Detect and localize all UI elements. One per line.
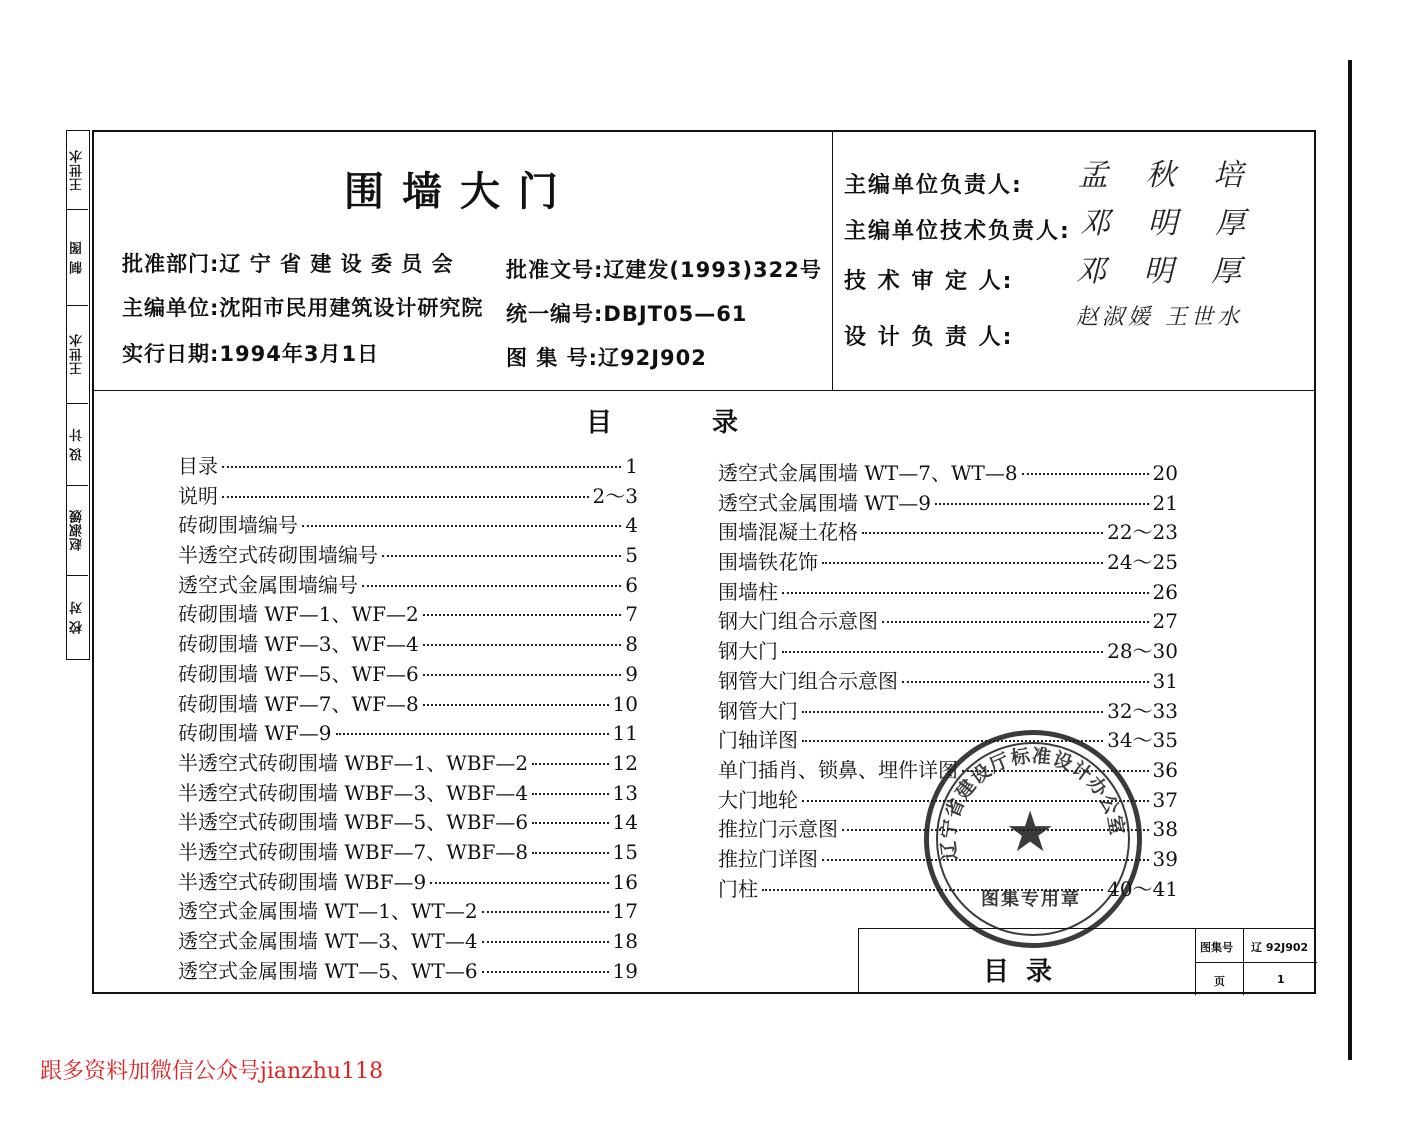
toc-leader-dots bbox=[532, 763, 608, 765]
side-cell-drawing: 制 图 bbox=[70, 240, 85, 274]
toc-entry-title: 钢管大门组合示意图 bbox=[718, 668, 898, 693]
atlas-number: 图 集 号:辽92J902 bbox=[506, 346, 707, 370]
toc-entry-page: 38 bbox=[1152, 817, 1178, 842]
toc-leader-dots bbox=[482, 911, 609, 913]
header-vertical-divider bbox=[832, 130, 833, 390]
toc-entry-page: 39 bbox=[1152, 846, 1178, 871]
toc-entry bbox=[718, 546, 1178, 576]
toc-leader-dots bbox=[882, 621, 1149, 623]
toc-entry-page: 28～30 bbox=[1107, 639, 1178, 664]
toc-entry-title: 半透空式砖砌围墙编号 bbox=[178, 543, 378, 568]
toc-entry-page: 8 bbox=[625, 632, 638, 657]
toc-leader-dots bbox=[482, 941, 609, 943]
side-cell-design: 设 计 bbox=[70, 427, 85, 461]
toc-entry bbox=[178, 955, 638, 985]
toc-leader-dots bbox=[782, 592, 1149, 594]
toc-leader-dots bbox=[1022, 473, 1149, 475]
title-block-name: 目 录 bbox=[983, 957, 1057, 987]
toc-leader-dots bbox=[935, 503, 1149, 505]
toc-entry bbox=[178, 539, 638, 569]
toc-leader-dots bbox=[336, 733, 609, 735]
toc-entry bbox=[178, 925, 638, 955]
toc-entry-page: 20 bbox=[1152, 461, 1178, 485]
toc-leader-dots bbox=[532, 852, 608, 854]
toc-entry bbox=[718, 665, 1178, 695]
toc-leader-dots bbox=[532, 822, 608, 824]
toc-entry-title: 目录 bbox=[178, 454, 218, 478]
title-block-atlas-value: 辽 92J902 bbox=[1251, 941, 1309, 954]
toc-entry bbox=[178, 480, 638, 510]
toc-leader-dots bbox=[382, 555, 621, 557]
toc-entry bbox=[178, 866, 638, 896]
toc-entry-title: 半透空式砖砌围墙 WBF—9 bbox=[178, 869, 427, 894]
toc-leader-dots bbox=[222, 496, 589, 498]
toc-entry-page: 4 bbox=[625, 513, 638, 538]
toc-entry bbox=[718, 635, 1178, 665]
approval-doc: 批准文号:辽建发(1993)322号 bbox=[506, 258, 822, 282]
signature-tech-head: 邓 明 厚 bbox=[1080, 206, 1260, 241]
toc-entry-page: 26 bbox=[1152, 579, 1178, 604]
toc-entry-title: 半透空式砖砌围墙 WBF—5、WBF—6 bbox=[178, 810, 529, 835]
toc-entry-title: 透空式金属围墙 WT—9 bbox=[718, 490, 931, 515]
toc-entry bbox=[178, 836, 638, 866]
side-cell-check: 校 对 bbox=[70, 600, 85, 634]
toc-entry-page: 40～41 bbox=[1107, 876, 1178, 901]
toc-entry bbox=[718, 576, 1178, 606]
toc-entry-page: 15 bbox=[612, 839, 638, 864]
toc-entry-page: 14 bbox=[612, 810, 638, 835]
right-binding-line bbox=[1348, 60, 1352, 1060]
title-block bbox=[858, 928, 1316, 994]
toc-entry bbox=[178, 688, 638, 718]
toc-entry-page: 21 bbox=[1152, 490, 1178, 515]
toc-entry bbox=[178, 569, 638, 599]
toc-entry bbox=[178, 747, 638, 777]
unified-number: 统一编号:DBJT05—61 bbox=[506, 302, 748, 326]
side-cell-checker-name: 赵淑媛 bbox=[70, 509, 85, 551]
toc-entry-title: 推拉门示意图 bbox=[718, 817, 838, 842]
toc-entry-page: 19 bbox=[612, 958, 638, 983]
toc-entry-page: 36 bbox=[1152, 757, 1178, 782]
toc-entry-page: 37 bbox=[1152, 787, 1178, 812]
toc-leader-dots bbox=[423, 614, 622, 616]
footer-notice: 跟多资料加微信公众号jianzhu118 bbox=[40, 1059, 384, 1084]
toc-entry-page: 10 bbox=[612, 691, 638, 716]
toc-entry-page: 24～25 bbox=[1107, 550, 1178, 575]
toc-entry-page: 16 bbox=[612, 869, 638, 894]
approval-dept: 批准部门:辽 宁 省 建 设 委 员 会 bbox=[122, 252, 454, 276]
toc-leader-dots bbox=[802, 711, 1103, 713]
toc-entry-title: 砖砌围墙 WF—3、WF—4 bbox=[178, 632, 419, 657]
toc-heading-char-1: 目 bbox=[586, 408, 613, 438]
toc-entry bbox=[718, 487, 1178, 517]
toc-leader-dots bbox=[423, 704, 609, 706]
toc-entry-page: 27 bbox=[1152, 609, 1178, 634]
toc-entry bbox=[178, 598, 638, 628]
toc-entry-title: 门柱 bbox=[718, 876, 758, 901]
toc-entry-page: 17 bbox=[612, 899, 638, 924]
toc-leader-dots bbox=[862, 532, 1103, 534]
toc-entry-page: 13 bbox=[612, 780, 638, 805]
toc-entry-title: 单门插肖、锁鼻、埋件详图 bbox=[718, 757, 958, 782]
toc-entry bbox=[178, 658, 638, 688]
toc-entry-title: 围墙铁花饰 bbox=[718, 550, 818, 575]
toc-entry-page: 11 bbox=[612, 721, 638, 746]
toc-leader-dots bbox=[362, 585, 621, 587]
signature-strip bbox=[66, 130, 90, 660]
toc-leader-dots bbox=[222, 466, 621, 468]
toc-entry-title: 半透空式砖砌围墙 WBF—3、WBF—4 bbox=[178, 780, 529, 805]
toc-entry-page: 22～23 bbox=[1107, 520, 1178, 545]
toc-entry-page: 31 bbox=[1152, 668, 1178, 693]
toc-entry-title: 钢大门组合示意图 bbox=[718, 609, 878, 634]
toc-entry bbox=[178, 628, 638, 658]
document-title: 围墙大门 bbox=[344, 168, 576, 215]
resp-label-editor-head: 主编单位负责人: bbox=[844, 173, 1023, 198]
toc-entry bbox=[718, 695, 1178, 725]
toc-leader-dots bbox=[782, 651, 1103, 653]
signature-editor-head: 孟 秋 培 bbox=[1078, 158, 1258, 193]
signature-design-head: 赵淑媛 王世水 bbox=[1076, 305, 1243, 330]
toc-leader-dots bbox=[482, 971, 609, 973]
toc-entry-page: 32～33 bbox=[1107, 698, 1178, 723]
stamp-star-icon: ★ bbox=[1005, 800, 1056, 865]
toc-entry-page: 9 bbox=[625, 661, 638, 686]
toc-entry bbox=[178, 777, 638, 807]
toc-entry bbox=[178, 806, 638, 836]
header-divider bbox=[92, 390, 1316, 391]
toc-entry-page: 5 bbox=[625, 543, 638, 568]
title-block-page-value: 1 bbox=[1277, 973, 1285, 986]
toc-entry-title: 透空式金属围墙编号 bbox=[178, 572, 358, 597]
toc-entry bbox=[178, 509, 638, 539]
toc-heading-char-2: 录 bbox=[712, 408, 739, 438]
toc-entry-page: 12 bbox=[612, 750, 638, 775]
toc-entry-title: 砖砌围墙 WF—7、WF—8 bbox=[178, 691, 419, 716]
toc-entry-title: 砖砌围墙编号 bbox=[178, 513, 298, 538]
toc-entry-title: 大门地轮 bbox=[718, 787, 798, 812]
toc-entry bbox=[178, 717, 638, 747]
title-block-atlas-label: 图集号 bbox=[1200, 941, 1233, 954]
side-cell-designer-name: 王世水 bbox=[70, 333, 85, 375]
toc-left-column bbox=[178, 450, 638, 984]
toc-entry-title: 说明 bbox=[178, 483, 218, 508]
official-seal-stamp bbox=[924, 730, 1142, 948]
toc-leader-dots bbox=[430, 882, 608, 884]
toc-leader-dots bbox=[532, 793, 608, 795]
resp-label-reviewer: 技 术 审 定 人: bbox=[844, 269, 1014, 294]
stamp-ring-text: 辽宁省建设厅标准设计办公室 bbox=[937, 744, 1129, 862]
toc-leader-dots bbox=[822, 562, 1103, 564]
toc-entry-title: 门轴详图 bbox=[718, 728, 798, 753]
toc-entry-title: 砖砌围墙 WF—1、WF—2 bbox=[178, 602, 419, 627]
toc-entry-page: 1 bbox=[625, 454, 638, 478]
toc-entry-title: 围墙混凝土花格 bbox=[718, 520, 858, 545]
toc-entry bbox=[718, 516, 1178, 546]
resp-label-design-head: 设 计 负 责 人: bbox=[844, 325, 1014, 350]
toc-entry-title: 围墙柱 bbox=[718, 579, 778, 604]
toc-entry bbox=[178, 895, 638, 925]
toc-entry-title: 钢管大门 bbox=[718, 698, 798, 723]
side-cell-drawer-name: 王世水 bbox=[70, 149, 85, 191]
stamp-bottom-text: 图集专用章 bbox=[981, 889, 1081, 910]
toc-entry-title: 透空式金属围墙 WT—7、WT—8 bbox=[718, 461, 1018, 485]
toc-entry-title: 透空式金属围墙 WT—1、WT—2 bbox=[178, 899, 478, 924]
signature-reviewer: 邓 明 厚 bbox=[1076, 254, 1256, 289]
toc-leader-dots bbox=[302, 525, 621, 527]
toc-entry-title: 钢大门 bbox=[718, 639, 778, 664]
resp-label-tech-head: 主编单位技术负责人: bbox=[844, 219, 1071, 244]
toc-leader-dots bbox=[423, 644, 622, 646]
effective-date: 实行日期:1994年3月1日 bbox=[122, 342, 380, 366]
toc-entry-page: 18 bbox=[612, 929, 638, 953]
editor-unit: 主编单位:沈阳市民用建筑设计研究院 bbox=[122, 296, 484, 320]
toc-entry-title: 透空式金属围墙 WT—5、WT—6 bbox=[178, 958, 478, 983]
toc-entry bbox=[718, 457, 1178, 487]
toc-leader-dots bbox=[902, 681, 1149, 683]
toc-entry-title: 半透空式砖砌围墙 WBF—1、WBF—2 bbox=[178, 750, 529, 775]
toc-entry-title: 半透空式砖砌围墙 WBF—7、WBF—8 bbox=[178, 839, 529, 864]
toc-entry-title: 透空式金属围墙 WT—3、WT—4 bbox=[178, 929, 478, 953]
title-block-page-label: 页 bbox=[1214, 975, 1225, 988]
toc-entry-title: 砖砌围墙 WF—5、WF—6 bbox=[178, 661, 419, 686]
toc-entry-page: 7 bbox=[625, 602, 638, 627]
toc-leader-dots bbox=[423, 674, 622, 676]
toc-entry-page: 34～35 bbox=[1107, 728, 1178, 753]
toc-entry-page: 2～3 bbox=[592, 483, 638, 508]
toc-entry-title: 推拉门详图 bbox=[718, 846, 818, 871]
toc-entry bbox=[178, 450, 638, 480]
toc-entry-page: 6 bbox=[625, 572, 638, 597]
toc-entry bbox=[718, 605, 1178, 635]
toc-entry-title: 砖砌围墙 WF—9 bbox=[178, 721, 332, 746]
